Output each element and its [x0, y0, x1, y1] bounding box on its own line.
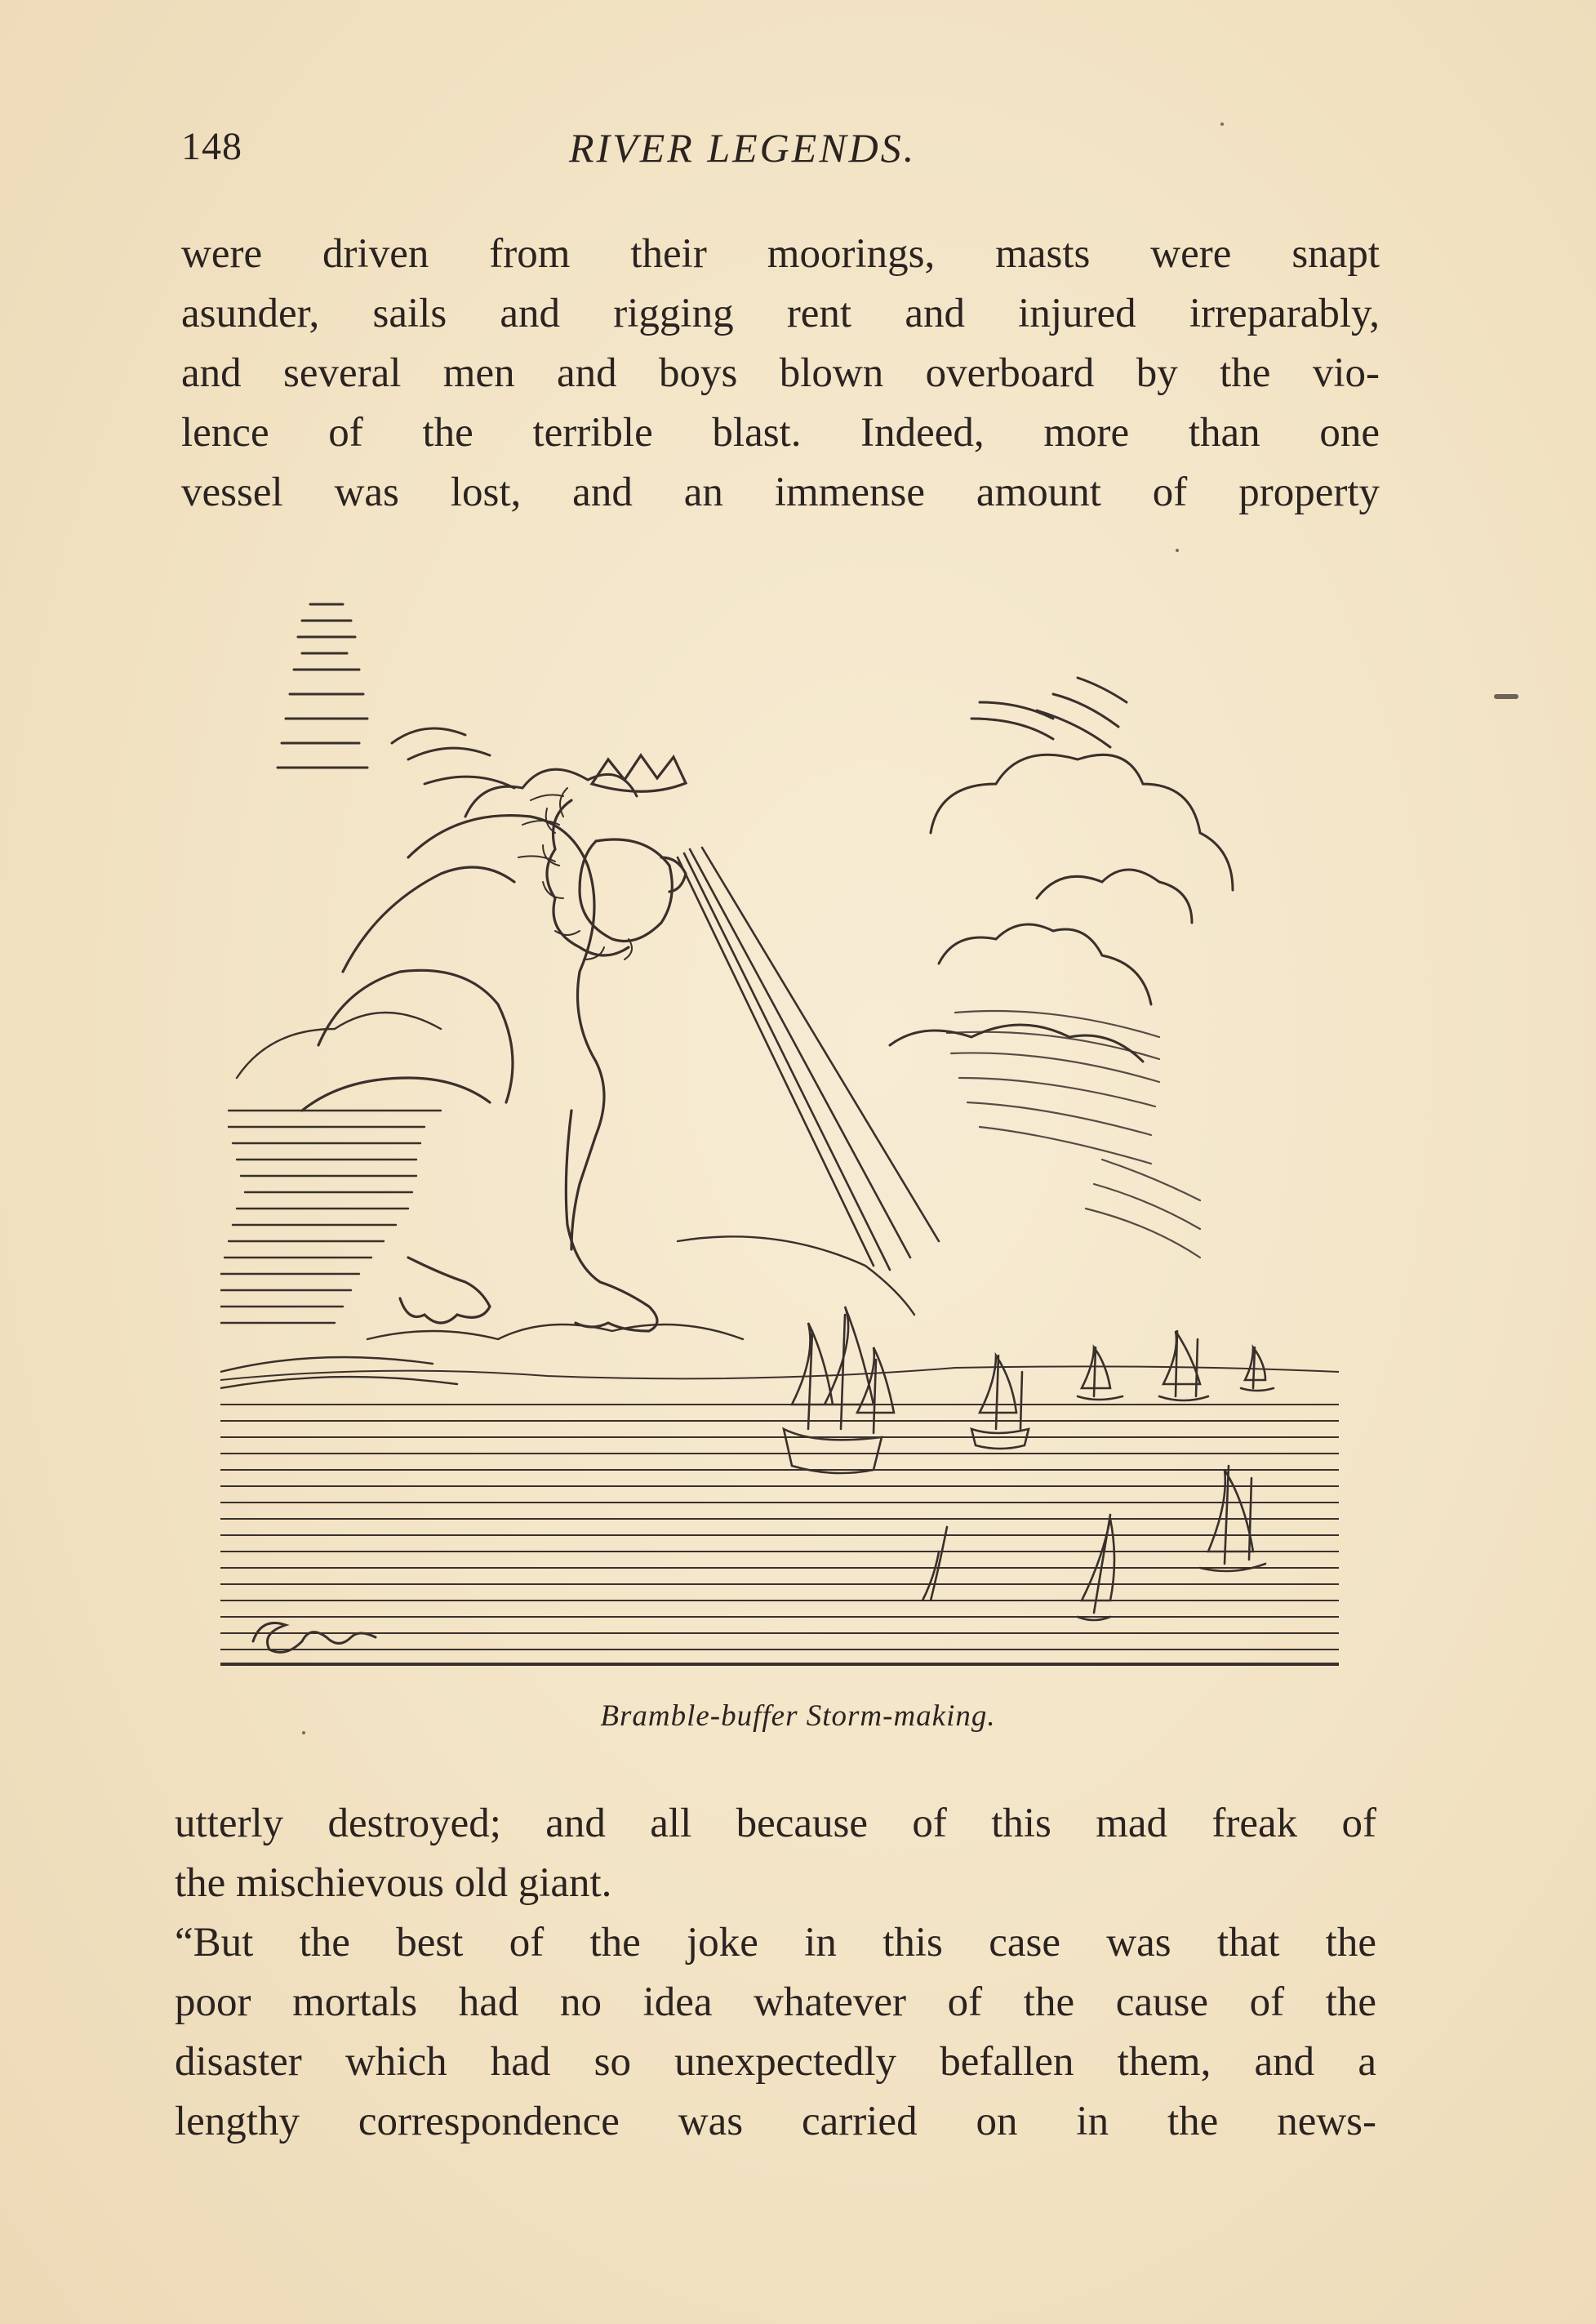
- text-line: were driven from their moorings, masts were snapt: [181, 231, 1380, 277]
- illustration-caption: Bramble-buffer Storm-making.: [600, 1699, 996, 1733]
- paper-speck: [1220, 122, 1224, 126]
- top-paragraph: [181, 225, 1380, 523]
- text-line: utterly destroyed; and all because of this mad freak of: [175, 1801, 1376, 1846]
- page-number: 148: [181, 125, 242, 168]
- text-line: poor mortals had no idea whatever of the cause of the: [175, 1979, 1376, 2025]
- text-line: “But the best of the joke in this case was that the: [175, 1920, 1376, 1966]
- wind-blast: [678, 848, 939, 1270]
- text-line: and several men and boys blown overboard by the vio-: [181, 350, 1380, 396]
- sea-lines: [220, 1366, 1339, 1664]
- wind-lines: [278, 604, 1127, 788]
- beard-scribbles: [518, 788, 632, 959]
- text-line: asunder, sails and rigging rent and injured irreparably,: [181, 291, 1380, 336]
- bottom-paragraph: [175, 1794, 1376, 2152]
- page-edge-mark: [1494, 694, 1518, 699]
- text-line: lengthy correspondence was carried on in the news-: [175, 2099, 1376, 2144]
- ships: [784, 1307, 1274, 1620]
- paper-speck: [302, 1731, 305, 1734]
- sky-hatching: [947, 1011, 1200, 1258]
- text-line: disaster which had so unexpectedly befallen them, and a: [175, 2039, 1376, 2085]
- page-header: [181, 124, 1389, 181]
- running-title: RIVER LEGENDS.: [569, 125, 917, 171]
- giant-figure: [302, 755, 686, 1331]
- text-line: the mischievous old giant.: [175, 1860, 612, 1906]
- text-line: vessel was lost, and an immense amount of property: [181, 470, 1380, 515]
- cloud-outlines: [465, 755, 1233, 1062]
- engraving-illustration: [220, 588, 1339, 1674]
- text-line: lence of the terrible blast. Indeed, more than one: [181, 410, 1380, 456]
- artist-signature-mark: [253, 1623, 376, 1653]
- paper-speck: [1176, 549, 1179, 552]
